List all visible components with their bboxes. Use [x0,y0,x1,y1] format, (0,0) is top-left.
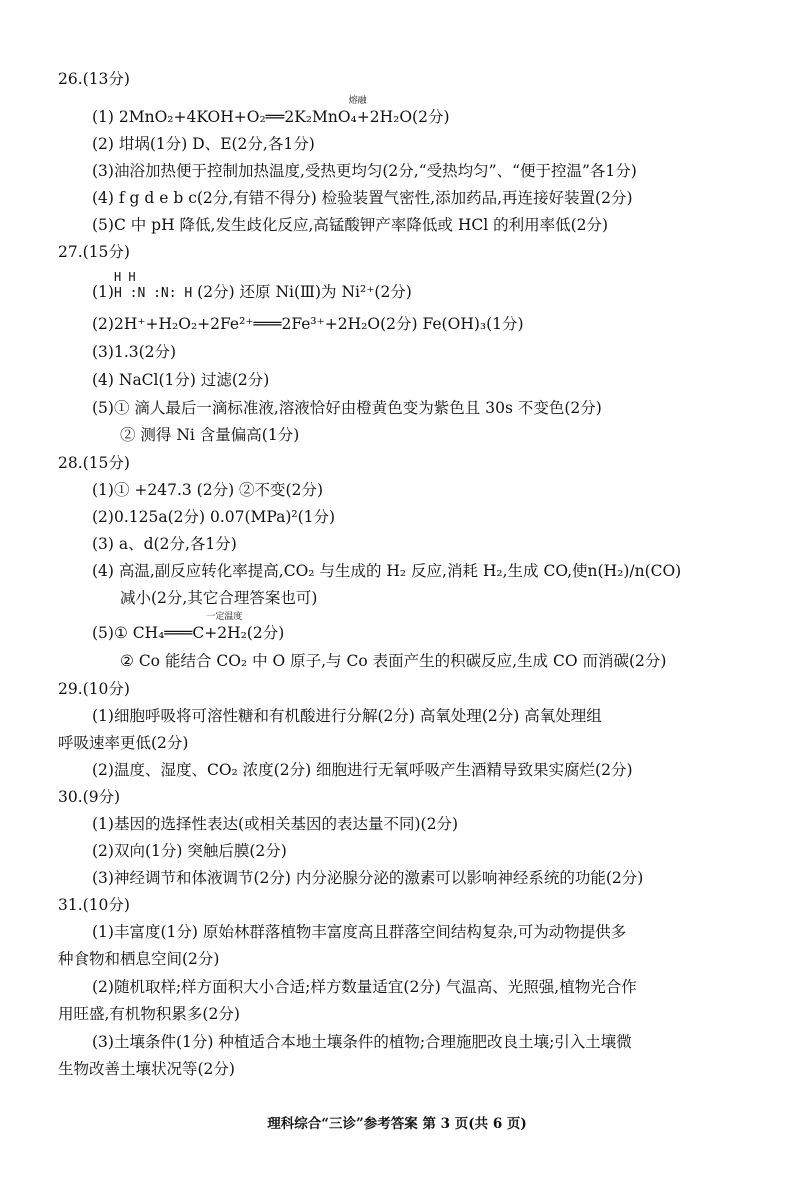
q28-answer-5-right: ═══C+2H₂(2分) [164,624,285,642]
q30-heading: 30.(9分) [58,788,121,806]
q26-answer-3: (3)油浴加热便于控制加热温度,受热更均匀(2分,“受热均匀”、“便于控温”各1分) [92,162,637,180]
q27-answer-2: (2)2H⁺+H₂O₂+2Fe²⁺═══2Fe³⁺+2H₂O(2分) Fe(OH)₃(1分) [92,315,524,333]
q27-answer-5: (5)① 滴人最后一滴标准液,溶液恰好由橙黄色变为紫色且 30s 不变色(2分) [92,399,602,417]
q30-answer-2: (2)双向(1分) 突触后膜(2分) [92,842,287,860]
q27-answer-1-rest: (2分) 还原 Ni(Ⅲ)为 Ni²⁺(2分) [192,283,412,301]
page-footer: 理科综合“三诊”参考答案 第 3 页(共 6 页) [267,1116,527,1132]
q28-answer-5-left: (5)① CH₄ [92,624,165,642]
q28-answer-1: (1)① +247.3 (2分) ②不变(2分) [92,481,324,499]
q31-answer-3-cont: 生物改善土壤状况等(2分) [58,1060,235,1078]
q27-answer-1 [92,270,412,303]
q27-answer-1-prefix: (1) [92,283,114,301]
q31-answer-1: (1)丰富度(1分) 原始林群落植物丰富度高且群落空间结构复杂,可为动物提供多 [92,923,627,941]
q27-answer-6: ② 测得 Ni 含量偏高(1分) [120,426,300,444]
lewis-hydrogens: H H [113,270,136,284]
q28-answer-5 [92,612,285,644]
q30-answer-3: (3)神经调节和体液调节(2分) 内分泌腺分泌的激素可以影响神经系统的功能(2分) [92,869,644,887]
q26-answer-1-right: ══2K₂MnO₄+2H₂O(2分) [265,108,450,126]
q29-answer-1-cont: 呼吸速率更低(2分) [58,734,189,752]
reaction-condition: 熔融 [348,96,367,106]
q26-answer-1 [92,96,450,128]
q31-answer-2: (2)随机取样;样方面积大小合适;样方数量适宜(2分) 气温高、光照强,植物光合作 [92,978,637,996]
q31-answer-1-cont: 种食物和栖息空间(2分) [58,950,220,968]
q27-answer-3: (3)1.3(2分) [92,343,177,361]
q31-heading: 31.(10分) [58,896,130,914]
q27-answer-4: (4) NaCl(1分) 过滤(2分) [92,371,270,389]
hydrazine-lewis-structure [113,270,193,305]
q26-answer-2: (2) 坩埚(1分) D、E(2分,各1分) [92,135,315,153]
q29-answer-2: (2)温度、湿度、CO₂ 浓度(2分) 细胞进行无氧呼吸产生酒精导致果实腐烂(2分) [92,761,633,779]
q31-answer-3: (3)土壤条件(1分) 种植适合本地土壤条件的植物;合理施肥改良土壤;引入土壤微 [92,1033,632,1051]
q28-answer-6: ② Co 能结合 CO₂ 中 O 原子,与 Co 表面产生的积碳反应,生成 CO 而消碳(2分) [120,652,667,670]
q28-heading: 28.(15分) [58,454,130,472]
q26-answer-5: (5)C 中 pH 降低,发生歧化反应,高锰酸钾产率降低或 HCl 的利用率低(2分) [92,216,609,234]
reaction-condition: 一定温度 [206,612,243,622]
q29-heading: 29.(10分) [58,680,130,698]
lewis-main: H :N :N: H [113,286,193,301]
q28-answer-4: (4) 高温,副反应转化率提高,CO₂ 与生成的 H₂ 反应,消耗 H₂,生成 CO,使n(H₂)/n(CO) [92,562,682,580]
reaction-arrow [265,96,450,128]
q26-answer-1-left: (1) 2MnO₂+4KOH+O₂ [92,108,266,126]
q31-answer-2-cont: 用旺盛,有机物积累多(2分) [58,1005,240,1023]
q28-answer-4-cont: 减小(2分,其它合理答案也可) [120,589,318,607]
reaction-arrow [164,612,285,644]
q26-heading: 26.(13分) [58,70,130,88]
q26-answer-4: (4) f g d e b c(2分,有错不得分) 检验装置气密性,添加药品,再连接好装置(2分) [92,189,633,207]
q29-answer-1: (1)细胞呼吸将可溶性糖和有机酸进行分解(2分) 高氧处理(2分) 高氧处理组 [92,707,602,725]
q28-answer-2: (2)0.125a(2分) 0.07(MPa)²(1分) [92,508,336,526]
q28-answer-3: (3) a、d(2分,各1分) [92,535,237,553]
q27-heading: 27.(15分) [58,243,130,261]
q30-answer-1: (1)基因的选择性表达(或相关基因的表达量不同)(2分) [92,815,459,833]
